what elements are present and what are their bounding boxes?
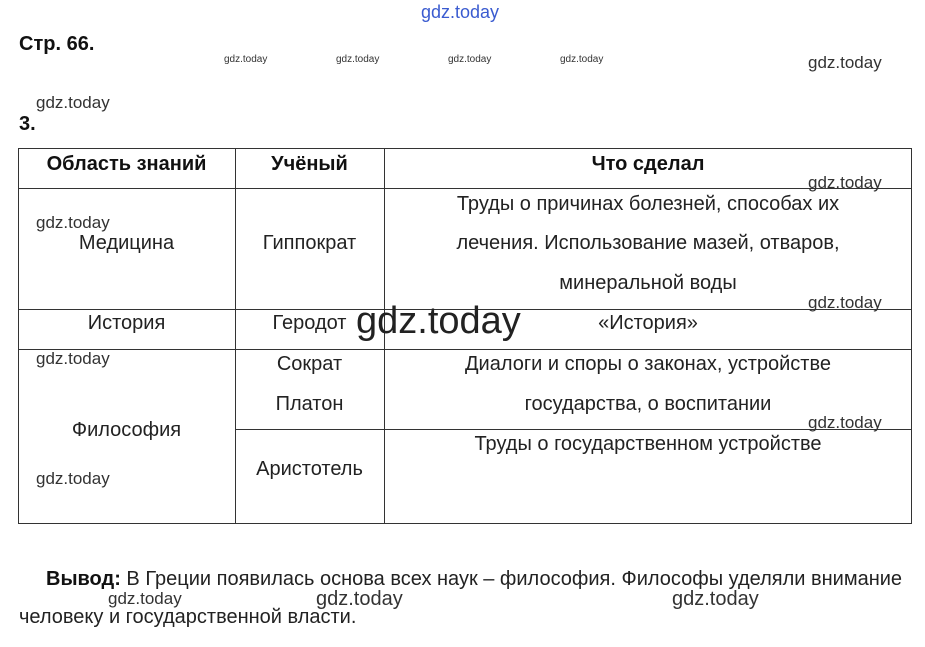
cell-deed-history: «История» (598, 312, 698, 334)
cell-area-philosophy: Философия (71, 419, 182, 441)
cell-scientist-herodotus: Геродот (272, 312, 347, 334)
cell-deed-medicine-line-3: минеральной воды (559, 272, 737, 294)
watermark: gdz.today (224, 54, 268, 65)
watermark: gdz.today (808, 413, 882, 432)
header-deed: Что сделал (591, 153, 705, 175)
watermark: gdz.today (560, 54, 604, 65)
header-scientist: Учёный (271, 153, 348, 175)
conclusion-text: В Греции появилась основа всех наук – философия. Философы уделяли внимание человеку и государственной власти. (19, 568, 903, 628)
cell-deed-philosophy-line-1: Диалоги и споры о законах, устройстве (464, 353, 831, 375)
watermark: gdz.today (36, 213, 110, 232)
watermark: gdz.today (36, 93, 110, 112)
watermark: gdz.today (336, 54, 380, 65)
watermark: gdz.today (36, 349, 110, 368)
watermark: gdz.today (808, 173, 882, 192)
cell-deed-medicine-line-1: Труды о причинах болезней, способах их (456, 193, 840, 215)
watermark: gdz.today (448, 54, 492, 65)
cell-area-history: История (87, 312, 166, 334)
watermark: gdz.today (356, 300, 521, 342)
cell-area-medicine: Медицина (78, 232, 175, 254)
cell-deed-aristotle: Труды о государственном устройстве (474, 433, 822, 455)
watermark: gdz.today (808, 293, 882, 312)
watermark: gdz.today (421, 2, 500, 22)
cell-scientist-socrates: Сократ (276, 353, 343, 375)
header-area: Область знаний (46, 153, 207, 175)
watermark: gdz.today (108, 589, 182, 608)
cell-deed-philosophy-line-2: государства, о воспитании (524, 393, 772, 415)
watermark: gdz.today (808, 53, 882, 72)
watermark: gdz.today (672, 588, 759, 610)
watermark: gdz.today (36, 469, 110, 488)
page-label: Стр. 66. (19, 33, 95, 55)
cell-scientist-aristotle: Аристотель (256, 458, 363, 480)
watermark: gdz.today (316, 588, 403, 610)
conclusion-label: Вывод: (46, 568, 121, 590)
cell-deed-medicine-line-2: лечения. Использование мазей, отваров, (456, 232, 840, 254)
task-number: 3. (19, 113, 36, 135)
cell-scientist-hippocrates: Гиппократ (262, 232, 357, 254)
cell-scientist-plato: Платон (275, 393, 344, 415)
